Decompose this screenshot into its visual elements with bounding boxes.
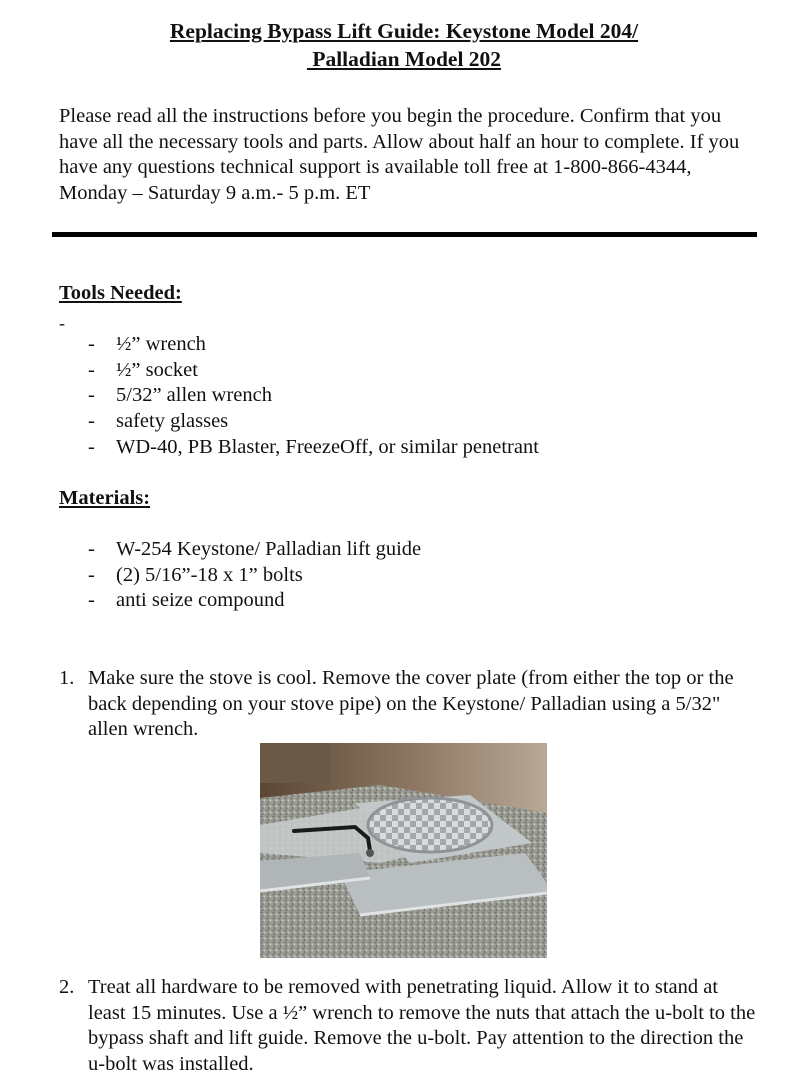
tools-list: [0, 332, 539, 461]
materials-heading: Materials:: [59, 487, 151, 509]
stove-photo: [260, 743, 547, 958]
tool-item: safety glasses: [116, 410, 229, 433]
tool-item: ½” socket: [116, 358, 198, 381]
bullet: -: [88, 435, 95, 458]
list-item: [0, 588, 421, 614]
bullet: -: [88, 384, 95, 407]
materials-list: [0, 537, 421, 614]
bullet: -: [88, 589, 95, 612]
list-item: [0, 358, 539, 384]
horizontal-rule: [52, 232, 757, 237]
tool-item: WD-40, PB Blaster, FreezeOff, or similar penetrant: [116, 435, 539, 458]
tool-item: ½” wrench: [116, 333, 206, 355]
list-item: [0, 409, 539, 435]
step-text: Treat all hardware to be removed with penetrating liquid. Allow it to stand at least 15 minutes. Use a ½” wrench to remove the nuts that attach the u-bolt to the bypass shaft and lift guide. Remove the u-bolt. Pay attention to the direction the u-bolt was installed.: [88, 976, 756, 1075]
step-text: Make sure the stove is cool. Remove the cover plate (from either the top or the back depending on your stove pipe) on the Keystone/ Palladian using a 5/32" allen wrench.: [88, 667, 734, 740]
intro-paragraph: Please read all the instructions before you begin the procedure. Confirm that you have all the necessary tools and parts. Allow about half an hour to complete. If you have any questions technical support is available toll free at 1-800-866-4344, Monday – Saturday 9 a.m.- 5 p.m. ET: [59, 105, 740, 204]
step-number: 2.: [59, 976, 75, 998]
stray-dash: -: [59, 313, 65, 333]
step-1: [59, 666, 759, 743]
bullet: -: [88, 358, 95, 381]
material-item: W-254 Keystone/ Palladian lift guide: [116, 538, 422, 560]
bullet: -: [88, 538, 95, 560]
title-line-1: Replacing Bypass Lift Guide: Keystone Model 204/: [169, 19, 639, 43]
list-item: [0, 537, 421, 563]
tools-heading: Tools Needed:: [59, 282, 182, 304]
title-line-2: Palladian Model 202: [306, 47, 502, 71]
list-item: [0, 383, 539, 409]
stove-photo-illustration: [260, 743, 547, 958]
tool-item: 5/32” allen wrench: [116, 384, 272, 407]
step-2: [59, 975, 759, 1077]
material-item: anti seize compound: [116, 589, 285, 612]
list-item: [0, 332, 539, 358]
bullet: -: [88, 410, 95, 433]
bullet: -: [88, 333, 95, 355]
material-item: (2) 5/16”-18 x 1” bolts: [116, 563, 303, 586]
bullet: -: [88, 563, 95, 586]
step-number: 1.: [59, 667, 75, 689]
list-item: [0, 563, 421, 589]
page-title: [0, 17, 808, 73]
list-item: [0, 435, 539, 461]
